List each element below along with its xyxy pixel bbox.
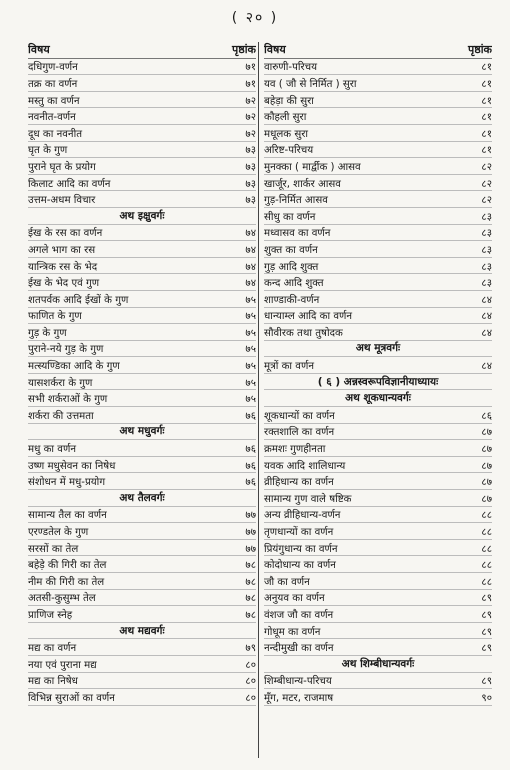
index-entry [28,523,256,540]
entry-page-number: ७८ [245,593,256,605]
entry-title: ईख के रस का वर्णन [28,228,103,240]
entry-page-number: ८७ [481,493,492,505]
entry-page-number: ७३ [245,195,256,207]
entry-title: मध्वासव का वर्णन [264,228,331,240]
entry-page-number: ७२ [245,128,256,140]
right-column [264,42,492,706]
entry-page-number: ७४ [245,244,256,256]
entry-page-number: ८० [245,676,256,688]
index-entry [264,175,492,192]
index-entry [28,92,256,109]
index-entry [28,689,256,706]
entry-page-number: ८९ [481,676,492,688]
entry-page-number: ७८ [245,560,256,572]
entry-title: एरण्डतेल के गुण [28,527,89,539]
entry-title: सरसों का तेल [28,543,79,555]
entry-page-number: ७४ [245,228,256,240]
index-entry [28,308,256,325]
entry-page-number: ७५ [245,361,256,373]
entry-page-number: ८१ [481,62,492,74]
entry-page-number: ७९ [245,643,256,655]
index-entry [264,407,492,424]
index-entry [28,573,256,590]
index-entry [264,108,492,125]
index-entry [264,523,492,540]
entry-page-number: ७५ [245,327,256,339]
index-entry [264,125,492,142]
index-entry [28,274,256,291]
index-entry [264,59,492,76]
index-entry [264,324,492,341]
index-entry [264,606,492,623]
index-entry [28,407,256,424]
entry-page-number: ७६ [245,444,256,456]
header-page: पृष्ठांक [231,43,256,57]
entry-page-number: ७३ [245,145,256,157]
entry-title: सभी शर्कराओं के गुण [28,394,108,406]
entry-page-number: ७७ [245,543,256,555]
entry-title: पुराने घृत के प्रयोग [28,161,96,173]
entry-page-number: ८४ [481,361,492,373]
index-entry [264,225,492,242]
entry-page-number: ७३ [245,161,256,173]
index-entry [28,540,256,557]
entry-title: नन्दीमुखी का वर्णन [264,643,334,655]
index-entry [28,473,256,490]
entry-title: सामान्य गुण वाले षष्टिक [264,493,352,505]
entry-title: गुड़ आदि शुक्त [264,261,319,273]
entry-page-number: ८८ [481,510,492,522]
index-entry [28,258,256,275]
index-entry [264,92,492,109]
column-header [28,42,256,59]
index-entry [264,623,492,640]
entry-page-number: ८७ [481,460,492,472]
entry-title: खार्जूर, शार्कर आसव [264,178,341,190]
left-column [28,42,256,706]
entry-title: बहेड़ा की सुरा [264,95,314,107]
entry-page-number: ७५ [245,394,256,406]
column-divider [258,42,259,758]
entry-page-number: ७२ [245,112,256,124]
entry-title: उत्तम-अधम विचार [28,195,96,207]
index-entry [264,274,492,291]
entry-title: फाणित के गुण [28,311,82,323]
index-entry [28,291,256,308]
entry-title: घृत के गुण [28,145,68,157]
index-entry [264,208,492,225]
entry-title: संशोधन में मधु-प्रयोग [28,477,106,489]
entry-title: यान्त्रिक रस के भेद [28,261,98,273]
entry-page-number: ८४ [481,311,492,323]
index-entry [264,573,492,590]
entry-title: गोधूम का वर्णन [264,626,321,638]
index-entry [264,142,492,159]
page-number: ( २० ) [231,10,279,26]
entry-title: व्रीहिधान्य का वर्णन [264,477,334,489]
entry-title: शुक्त का वर्णन [264,244,318,256]
index-entry [264,158,492,175]
entry-page-number: ९० [481,692,492,704]
index-entry [28,656,256,673]
entry-title: मद्य का निषेध [28,676,78,688]
entry-page-number: ७५ [245,377,256,389]
entry-page-number: ७१ [245,62,256,74]
entry-page-number: ८८ [481,560,492,572]
entry-page-number: ७६ [245,460,256,472]
entry-title: तृणधान्यों का वर्णन [264,527,334,539]
entry-title: तक्र का वर्णन [28,78,78,90]
index-entry [28,590,256,607]
entry-page-number: ८० [245,692,256,704]
section-heading: अथ मद्यवर्गः [28,623,256,640]
entry-page-number: ७१ [245,78,256,90]
entry-title: शर्करा की उत्तमता [28,410,94,422]
index-entry [264,75,492,92]
entry-page-number: ८१ [481,112,492,124]
entry-page-number: ८९ [481,609,492,621]
entry-title: ईख के भेद एवं गुण [28,278,100,290]
entry-title: सीधु का वर्णन [264,211,316,223]
entry-title: किलाट आदि का वर्णन [28,178,111,190]
entry-page-number: ८१ [481,128,492,140]
entry-title: गुड़ के गुण [28,327,67,339]
index-entry [28,158,256,175]
index-entry [28,357,256,374]
entry-page-number: ८२ [481,178,492,190]
entry-page-number: ८२ [481,195,492,207]
index-entry [28,390,256,407]
entry-page-number: ८९ [481,643,492,655]
entry-title: नवनीत-वर्णन [28,112,76,124]
entry-title: मुनक्का ( मार्द्वीक ) आसव [264,161,361,173]
entry-title: जौ का वर्णन [264,576,310,588]
index-entry [28,175,256,192]
index-entry [264,241,492,258]
index-entry [28,606,256,623]
section-heading: ( ६ ) अन्नस्वरूपविज्ञानीयाध्यायः [264,374,492,391]
index-entry [28,556,256,573]
entry-title: नीम की गिरी का तेल [28,576,105,588]
entry-title: दूध का नवनीत [28,128,83,140]
entry-page-number: ८३ [481,278,492,290]
entry-title: दधिगुण-वर्णन [28,62,78,74]
index-entry [264,440,492,457]
index-entry [28,125,256,142]
entry-page-number: ८७ [481,444,492,456]
entry-page-number: ७४ [245,261,256,273]
index-entry [28,639,256,656]
entry-page-number: ८१ [481,95,492,107]
entry-title: गुड़-निर्मित आसव [264,195,328,207]
entry-page-number: ८४ [481,294,492,306]
entry-page-number: ८३ [481,211,492,223]
entry-page-number: ८७ [481,427,492,439]
index-entry [28,440,256,457]
index-entry [28,673,256,690]
section-heading: अथ तैलवर्गः [28,490,256,507]
entry-page-number: ७५ [245,294,256,306]
entry-page-number: ७६ [245,477,256,489]
index-entry [28,225,256,242]
entry-title: सौवीरक तथा तुषोदक [264,327,343,339]
entry-page-number: ७७ [245,510,256,522]
entry-title: अनुयव का वर्णन [264,593,325,605]
entry-page-number: ७४ [245,278,256,290]
index-entry [28,507,256,524]
entry-title: वंशज जौ का वर्णन [264,609,334,621]
entry-title: अतसी-कुसुम्भ तेल [28,593,96,605]
entry-page-number: ८३ [481,228,492,240]
entry-page-number: ८१ [481,145,492,157]
index-entry [264,308,492,325]
entry-page-number: ७५ [245,344,256,356]
entry-page-number: ७२ [245,95,256,107]
entry-title: मस्तु का वर्णन [28,95,80,107]
column-header [264,42,492,59]
entry-title: मधूलक सुरा [264,128,309,140]
index-entry [264,490,492,507]
entry-title: सामान्य तैल का वर्णन [28,510,107,522]
index-entry [264,689,492,706]
entry-title: पुराने-नये गुड़ के गुण [28,344,104,356]
index-entry [28,457,256,474]
entry-title: शतपर्वक आदि ईखों के गुण [28,294,129,306]
entry-title: अन्य व्रीहिधान्य-वर्णन [264,510,341,522]
index-entry [264,590,492,607]
section-heading: अथ मधुवर्गः [28,424,256,441]
entry-page-number: ८३ [481,244,492,256]
entry-page-number: ८७ [481,477,492,489]
entry-page-number: ७३ [245,178,256,190]
index-entry [264,258,492,275]
entry-page-number: ८८ [481,543,492,555]
index-entry [264,191,492,208]
entry-title: मद्य का वर्णन [28,643,77,655]
index-entry [264,540,492,557]
index-entry [264,556,492,573]
index-entry [28,75,256,92]
index-entry [264,357,492,374]
entry-page-number: ८१ [481,78,492,90]
entry-page-number: ७७ [245,527,256,539]
section-heading: अथ मूत्रवर्गः [264,341,492,358]
entry-title: अगले भाग का रस [28,244,96,256]
index-entry [28,142,256,159]
entry-title: यवक आदि शालिधान्य [264,460,346,472]
entry-title: यासशर्करा के गुण [28,377,93,389]
index-entry [264,473,492,490]
entry-page-number: ७८ [245,576,256,588]
entry-title: विभिन्न सुराओं का वर्णन [28,692,115,704]
entry-page-number: ८८ [481,576,492,588]
entry-title: मूत्रों का वर्णन [264,361,314,373]
index-entry [264,291,492,308]
entry-title: मधु का वर्णन [28,444,76,456]
entry-title: क्रमशः गुणहीनता [264,444,326,456]
entry-title: धान्याम्ल आदि का वर्णन [264,311,353,323]
index-entry [28,374,256,391]
entry-title: कोदोधान्य का वर्णन [264,560,336,572]
index-entry [264,507,492,524]
entry-title: शिम्बीधान्य-परिचय [264,676,332,688]
entry-title: मूँग, मटर, राजमाष [264,692,334,704]
entry-page-number: ८८ [481,527,492,539]
entry-page-number: ८३ [481,261,492,273]
entry-title: कन्द आदि शुक्त [264,278,324,290]
index-entry [264,457,492,474]
section-heading: अथ शिम्बीधान्यवर्गः [264,656,492,673]
entry-title: शाण्डाकी-वर्णन [264,294,320,306]
entry-title: रक्तशालि का वर्णन [264,427,335,439]
entry-title: नया एवं पुराना मद्य [28,659,97,671]
index-entry [264,639,492,656]
entry-title: शूकधान्यों का वर्णन [264,410,335,422]
entry-page-number: ८२ [481,161,492,173]
entry-title: प्राणिज स्नेह [28,609,73,621]
entry-page-number: ७५ [245,311,256,323]
index-entry [28,341,256,358]
index-entry [264,424,492,441]
entry-title: बहेड़े की गिरी का तेल [28,560,107,572]
entry-title: वारुणी-परिचय [264,62,318,74]
entry-title: प्रियंगुधान्य का वर्णन [264,543,338,555]
section-heading: अथ शूकधान्यवर्गः [264,390,492,407]
index-entry [28,59,256,76]
header-topic: विषय [264,43,286,57]
index-entry [28,241,256,258]
index-entry [264,673,492,690]
header-topic: विषय [28,43,50,57]
entry-title: उष्ण मधुसेवन का निषेध [28,460,116,472]
entry-page-number: ७६ [245,410,256,422]
index-entry [28,324,256,341]
index-entry [28,191,256,208]
section-heading: अथ इक्षुवर्गः [28,208,256,225]
index-entry [28,108,256,125]
entry-page-number: ८६ [481,410,492,422]
entry-title: अरिष्ट-परिचय [264,145,314,157]
entry-page-number: ८० [245,659,256,671]
header-page: पृष्ठांक [467,43,492,57]
entry-page-number: ७८ [245,609,256,621]
entry-title: यव ( जौ से निर्मित ) सुरा [264,78,357,90]
entry-page-number: ८९ [481,626,492,638]
entry-title: मत्स्यण्डिका आदि के गुण [28,361,120,373]
entry-title: कौहली सुरा [264,112,307,124]
entry-page-number: ८४ [481,327,492,339]
entry-page-number: ८९ [481,593,492,605]
